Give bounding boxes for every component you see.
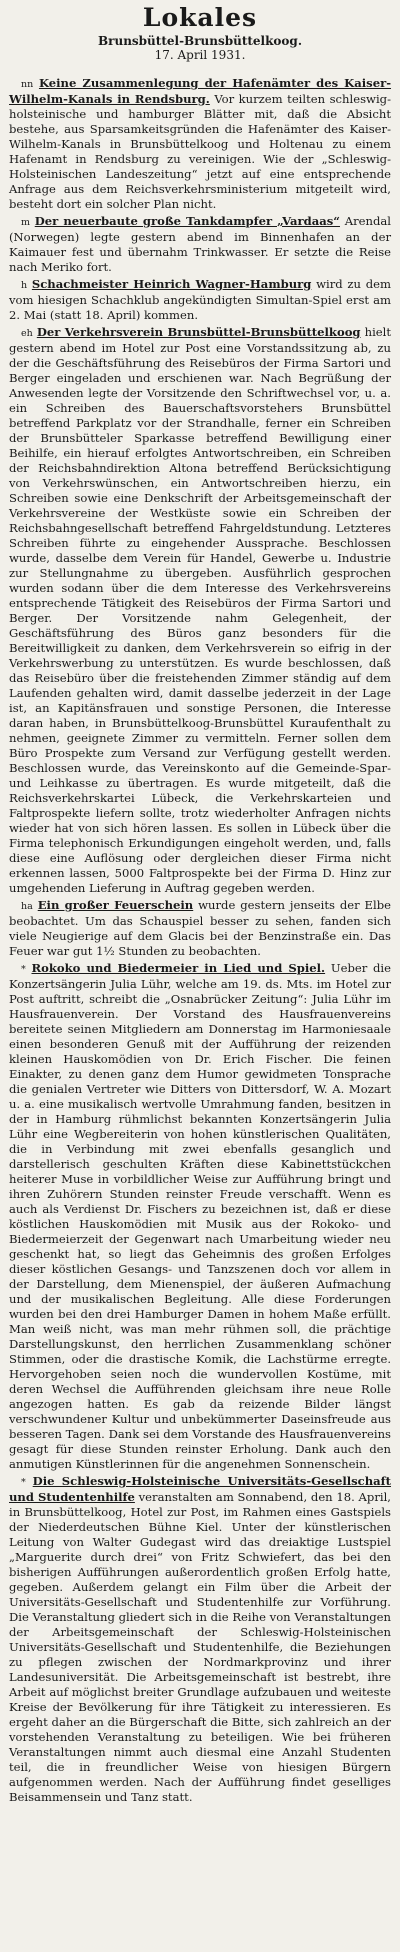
article-feuerschein [9, 898, 391, 959]
author-mark: * [21, 1477, 26, 1488]
article-headline: Ein großer Feuerschein [37, 898, 194, 912]
article-headline: Schachmeister Heinrich Wagner-Hamburg [31, 277, 312, 291]
article-body: Arendal (Norwegen) legte gestern abend im Binnenhafen an der Kaimauer fest und übernahm Trinkwasser. Er setzte die Reise nach Meriko fort. [9, 214, 391, 274]
article-headline: Der neuerbaute große Tankdampfer „Vardaas“ [34, 214, 340, 228]
article-headline: Keine Zusammenlegung der Hafenämter des Kaiser-Wilhelm-Kanals in Rendsburg. [9, 76, 392, 106]
article-universitaet [9, 1474, 391, 1805]
article-schachmeister [9, 277, 391, 323]
article-body: hielt gestern abend im Hotel zur Post eine Vorstandssitzung ab, zu der die Geschäftsführung des Reisebüros der Firma Sartori und Berger eingeladen und erschienen war. Nach Begrüßung der Anwesenden legte der Vorsitzende den Schriftwechsel vor, u. a. ein Schreiben des Bauerschaftsvorstehers Brunsbüttel betreffend Parkplatz vor der Strandhalle, ferner ein Schreiben der Brunsbütteler Sparkasse betreffend Bewilligung einer Beihilfe, ein hierauf erfolgtes Antwortschreiben, ein Schreiben der Reichsbahndirektion Altona betreffend Berücksichtigung von Verkehrswünschen, ein Antwortschreiben hierzu, ein Schreiben sowie eine Denkschrift der Arbeitsgemeinschaft der Verkehrsvereine der Westküste sowie ein Schreiben der Reichsbahngesellschaft betreffend Fahrgeldstundung. Letzteres Schreiben führte zu eingehender Aussprache. Beschlossen wurde, dasselbe dem Verein für Handel, Gewerbe u. Industrie zur Stellungnahme zu übergeben. Ausführlich gesprochen wurden sodann über die dem Interesse des Verkehrsvereins entsprechende Tätigkeit des Reisebüros der Firma Sartori und Berger. Der Vorsitzende nahm Gelegenheit, der Geschäftsführung des Büros ganz besonders für die Bereitwilligkeit zu danken, dem Verkehrsverein so eifrig in der Verkehrswerbung zu unterstützen. Es wurde beschlossen, daß das Reisebüro über die freistehenden Zimmer ständig auf dem Laufenden gehalten wird, damit dasselbe jederzeit in der Lage ist, an Kapitänsfrauen und sonstige Personen, die Interesse daran haben, in Brunsbüttelkoog-Brunsbüttel Kuraufenthalt zu nehmen, geeignete Zimmer zu vermitteln. Ferner sollen dem Büro Prospekte zum Versand zur Verfügung gestellt werden. Beschlossen wurde, das Vereinskonto auf die Gemeinde-Spar- und Leihkasse zu übertragen. Es wurde mitgeteilt, daß die Reichsverkehrskartei Lübeck, die Verkehrskarteien und Faltprospekte liefern sollte, trotz wiederholter Anfragen nichts wieder hat von sich hören lassen. Es sollen in Lübeck über die Firma telephonisch Erkundigungen eingeholt werden, und, falls diese eine Auflösung oder dergleichen dieser Firma nicht erkennen lassen, 5000 Faltprospekte bei der Firma D. Hinz zur umgehenden Lieferung in Auftrag gegeben werden. [9, 325, 392, 895]
article-tankdampfer [9, 214, 391, 275]
article-body: Vor kurzem teilten schleswig-holsteinische und hamburger Blätter mit, daß die Absicht bestehe, aus Sparsamkeitsgründen die Hafenämter des Kaiser-Wilhelm-Kanals in Brunsbüttelkoog und Holtenau zu einem Hafenamt in Rendsburg zu vereinigen. Wie der „Schleswig-Holsteinischen Landeszeitung“ jetzt auf eine entsprechende Anfrage aus dem Reichsverkehrsministerium mitgeteilt wird, besteht dort ein solcher Plan nicht. [9, 92, 391, 211]
article-body: wurde gestern jenseits der Elbe beobachtet. Um das Schauspiel besser zu sehen, fanden sich viele Neugierige auf dem Glacis bei der Benzinstraße ein. Das Feuer war gut 1½ Stunden zu beobachten. [9, 898, 392, 958]
article-headline: Die Schleswig-Holsteinische Universitäts-Gesellschaft und Studentenhilfe [9, 1474, 391, 1504]
author-mark: m [21, 217, 31, 228]
author-mark: eh [21, 328, 33, 339]
article-headline: Der Verkehrsverein Brunsbüttel-Brunsbüttelkoog [36, 325, 361, 339]
article-body: veranstalten am Sonnabend, den 18. April, in Brunsbüttelkoog, Hotel zur Post, im Rahmen eines Gastspiels der Niederdeutschen Bühne Kiel. Unter der künstlerischen Leitung von Walter Gudegast wird das dreiaktige Lustspiel „Marguerite durch drei“ von Fritz Schwiefert, das bei den bisherigen Aufführungen außerordentlich großen Erfolg hatte, gegeben. Außerdem gelangt ein Film über die Arbeit der Universitäts-Gesellschaft und Studentenhilfe zur Vorführung. Die Veranstaltung gliedert sich in die Reihe von Veranstaltungen der Arbeitsgemeinschaft der Schleswig-Holsteinischen Universitäts-Gesellschaft und Studentenhilfe, die Beziehungen zu pflegen zwischen der Nordmarkprovinz und ihrer Landesuniversität. Die Arbeitsgemeinschaft ist bestrebt, ihre Arbeit auf möglichst breiter Grundlage aufzubauen und weiteste Kreise der Bevölkerung für ihre Tätigkeit zu interessieren. Es ergeht daher an die Bürgerschaft die Bitte, sich zahlreich an der vorstehenden Veranstaltung zu beteiligen. Wie bei früheren Veranstaltungen nimmt auch diesmal eine Anzahl Studenten teil, die in freundlicher Weise von hiesigen Bürgern aufgenommen werden. Nach der Aufführung findet geselliges Beisammensein und Tanz statt. [9, 1490, 391, 1804]
article-body: Ueber die Konzertsängerin Julia Lühr, welche am 19. ds. Mts. im Hotel zur Post auftritt, schreibt die „Osnabrücker Zeitung“: Julia Lühr im Hausfrauenverein. Der Vorstand des Hausfrauenvereins bereitete seinen Mitgliedern am Donnerstag im Harmoniesaale einen besonderen Genuß mit der Aufführung der reizenden kleinen Hauskomödien von Dr. Erich Fischer. Die feinen Einakter, zu denen ganz dem Humor gewidmeten Tonsprache die genialen Vertreter wie Ditters von Dittersdorf, W. A. Mozart u. a. eine musikalisch wertvolle Umrahmung fanden, besitzen in der in Hamburg rühmlichst bekannten Konzertsängerin Julia Lühr eine Wegbereiterin von hohen künstlerischen Qualitäten, die in Verbindung mit zwei ebenfalls gesanglich und darstellerisch geschulten Kräften diese Kabinettstückchen heiterer Muse in vorbildlicher Weise zur Aufführung bringt und ihren Zuhörern Stunden reinster Freude verschafft. Wenn es auch als Verdienst Dr. Fischers zu bezeichnen ist, daß er diese köstlichen Hauskomödien mit Musik aus der Rokoko- und Biedermeierzeit der Gegenwart nach Umarbeitung wieder neu geschenkt hat, so liegt das Geheimnis des großen Erfolges dieser köstlichen Gesangs- und Tanzszenen doch vor allem in der Darstellung, dem Mienenspiel, der äußeren Aufmachung und der musikalischen Begleitung. Alle diese Forderungen wurden bei den drei Hamburger Damen in hohem Maße erfüllt. Man weiß nicht, was man mehr rühmen soll, die prächtige Darstellungskunst, den herrlichen Zusammenklang schöner Stimmen, oder die drastische Komik, die Lachstürme erregte. Hervorgehoben seien noch die wundervollen Kostüme, mit deren Wechsel die Aufführenden gleichsam ihre neue Rolle angezogen hatten. Es gab da reizende Bilder längst verschwundener Kultur und unbekümmerter Daseinsfreude aus besseren Tagen. Dank sei dem Vorstande des Hausfrauenvereins gesagt für diese Stunden reinster Erholung. Dank auch den anmutigen Künstlerinnen für die angenehmen Sonnenschein. [9, 961, 392, 1471]
article-headline: Rokoko und Biedermeier in Lied und Spiel. [31, 961, 326, 975]
author-mark: * [21, 964, 26, 975]
issue-date: 17. April 1931. [154, 48, 246, 62]
author-mark: h [21, 280, 28, 291]
article-column [9, 76, 391, 1805]
article-verkehrsverein [9, 325, 391, 896]
section-title: Lokales [142, 3, 258, 32]
article-body: wird zu dem vom hiesigen Schachklub angekündigten Simultan-Spiel erst am 2. Mai (statt 18. April) kommen. [9, 277, 392, 322]
author-mark: nn [21, 79, 34, 90]
article-rokoko [9, 961, 391, 1472]
dateline: Brunsbüttel-Brunsbüttelkoog. [98, 34, 302, 48]
author-mark: ha [21, 901, 33, 912]
article-hafenaemter [9, 76, 391, 212]
